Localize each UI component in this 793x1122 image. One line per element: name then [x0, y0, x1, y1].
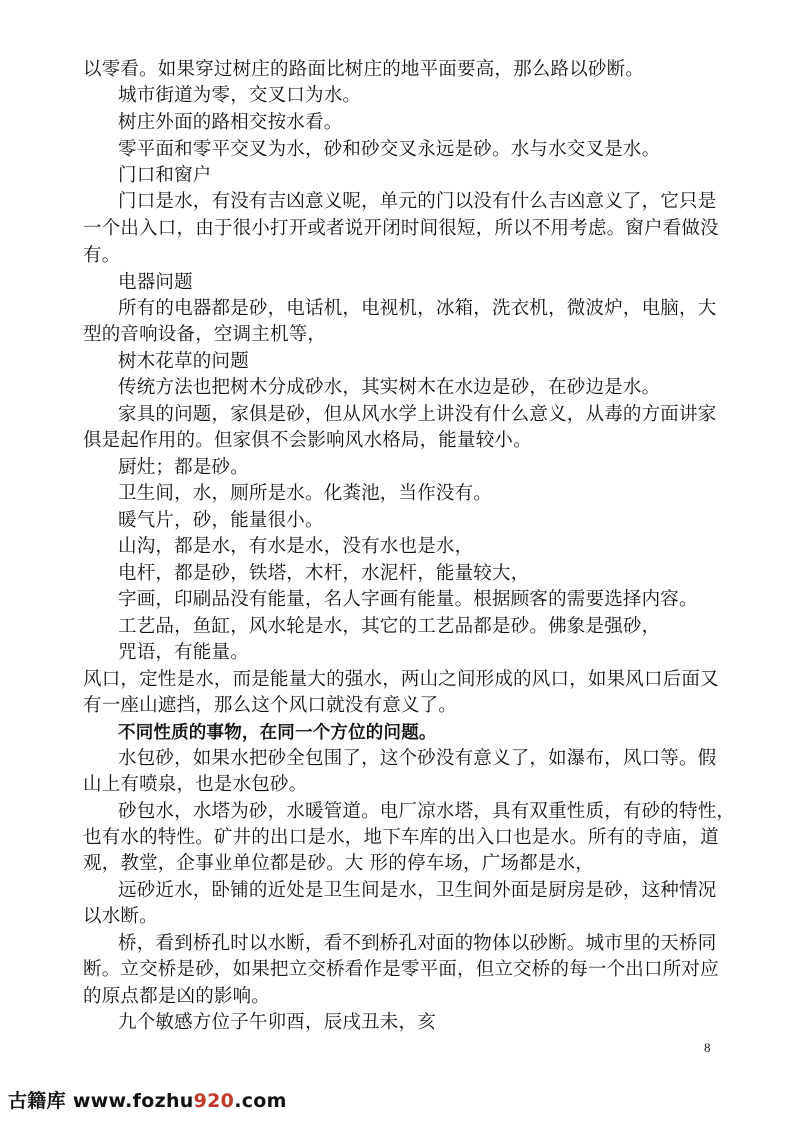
text-line: 门口和窗户: [118, 165, 212, 186]
text-line: 电器问题: [118, 272, 193, 293]
text-line: 山沟，都是水，有水是水，没有水也是水，: [118, 536, 474, 557]
text-line: 所有的电器都是砂，电话机，电视机，冰箱，洗衣机，微波炉，电脑，大: [118, 298, 717, 319]
watermark-url-accent: 920: [193, 1090, 235, 1112]
text-line: 卫生间，水，厕所是水。化粪池，当作没有。: [118, 483, 493, 504]
text-line: 门口是水，有没有吉凶意义呢，单元的门以没有什么吉凶意义了，它只是: [118, 191, 717, 212]
text-line: 型的音响设备，空调主机等，: [83, 324, 327, 345]
watermark-site-name: 古籍库: [8, 1090, 66, 1112]
text-line: 树木花草的问题: [118, 351, 249, 372]
text-line: 断。立交桥是砂，如果把立交桥看作是零平面，但立交桥的每一个出口所对应: [83, 959, 719, 980]
text-line: 字画，印刷品没有能量，名人字画有能量。根据顾客的需要选择内容。: [118, 589, 698, 610]
text-line: 桥，看到桥孔时以水断，看不到桥孔对面的物体以砂断。城市里的天桥同: [118, 933, 717, 954]
section-heading: 不同性质的事物，在同一个方位的问题。: [118, 723, 437, 743]
text-line: 观，教堂，企事业单位都是砂。大 形的停车场，广场都是水，: [83, 853, 594, 874]
watermark-url-suffix: .com: [234, 1090, 287, 1112]
text-line: 也有水的特性。矿井的出口是水，地下车库的出入口也是水。所有的寺庙，道: [83, 827, 719, 848]
text-line: 风口，定性是水，而是能量大的强水，两山之间形成的风口，如果风口后面又: [83, 669, 719, 690]
text-line: 以零看。如果穿过树庄的路面比树庄的地平面要高，那么路以砂断。: [83, 59, 645, 80]
watermark-url-prefix: www.fozhu: [65, 1090, 194, 1112]
text-line: 暖气片，砂，能量很小。: [118, 510, 324, 531]
text-line: 零平面和零平交叉为水，砂和砂交叉永远是砂。水与水交叉是水。: [118, 139, 661, 160]
text-line: 电杆，都是砂，铁塔，木杆，水泥杆，能量较大，: [118, 563, 530, 584]
site-watermark: [8, 1086, 287, 1113]
text-line: 砂包水，水塔为砂，水暖管道。电厂凉水塔，具有双重性质，有砂的特性，: [118, 801, 736, 822]
text-line: 咒语，有能量。: [118, 642, 249, 663]
text-line: 以水断。: [83, 906, 158, 927]
text-line: 树庄外面的路相交按水看。: [118, 112, 343, 133]
text-line: 九个敏感方位子午卯酉，辰戌丑未，亥: [118, 1012, 436, 1033]
text-line: 有一座山遮挡，那么这个风口就没有意义了。: [83, 695, 458, 716]
text-line: 山上有喷泉，也是水包砂。: [83, 774, 308, 795]
text-line: 有。: [83, 245, 121, 266]
text-line: 俱是起作用的。但家俱不会影响风水格局，能量较小。: [83, 430, 532, 451]
text-line: 远砂近水，卧铺的近处是卫生间是水，卫生间外面是厨房是砂，这种情况: [118, 880, 717, 901]
text-line: 厨灶；都是砂。: [118, 457, 249, 478]
text-line: 城市街道为零，交叉口为水。: [118, 85, 362, 106]
text-line: 的原点都是凶的影响。: [83, 986, 271, 1007]
text-line: 一个出入口，由于很小打开或者说开闭时间很短，所以不用考虑。窗户看做没: [83, 218, 719, 239]
text-line: 水包砂，如果水把砂全包围了，这个砂没有意义了，如瀑布，风口等。假: [118, 748, 717, 769]
text-line: 家具的问题，家俱是砂，但从风水学上讲没有什么意义，从毒的方面讲家: [118, 404, 717, 425]
text-line: 工艺品，鱼缸，风水轮是水，其它的工艺品都是砂。佛象是强砂，: [118, 616, 661, 637]
text-line: 传统方法也把树木分成砂水，其实树木在水边是砂，在砂边是水。: [118, 377, 661, 398]
page-number: 8: [704, 1040, 711, 1055]
